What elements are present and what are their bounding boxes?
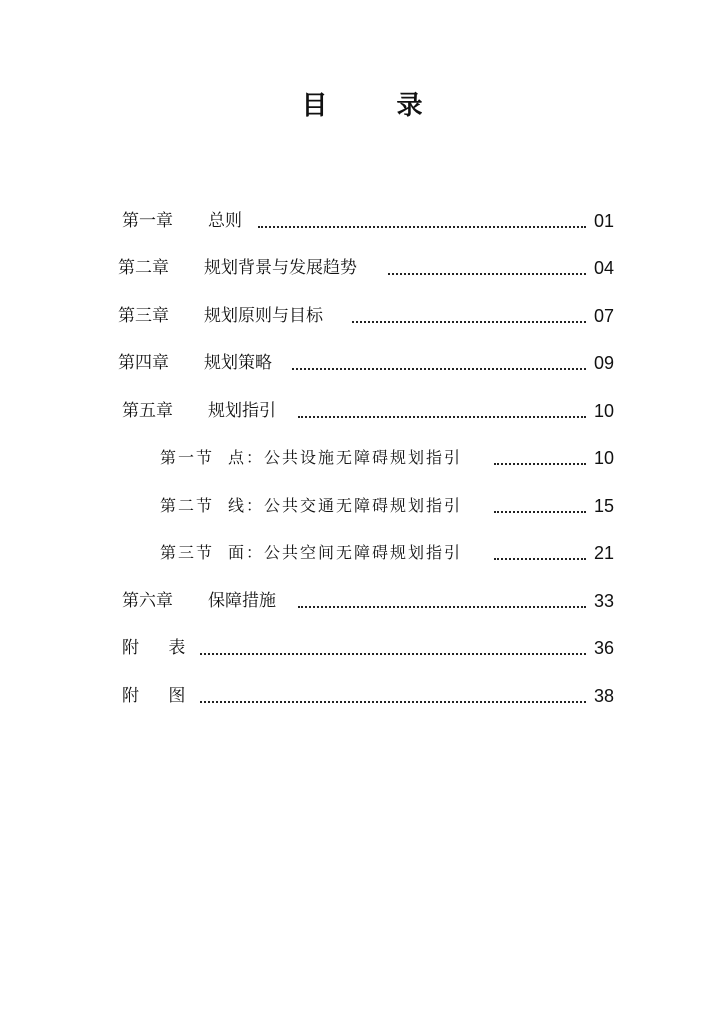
- toc-entry-title: 规划指引: [208, 401, 276, 421]
- toc-entry-label: 第一章: [122, 211, 173, 231]
- toc-entry-label: 附 表: [122, 638, 198, 658]
- toc-entry-chapter-2[interactable]: [0, 253, 724, 283]
- toc-entry-chapter-1[interactable]: [0, 206, 724, 236]
- toc-entry-label: 附 图: [122, 686, 198, 706]
- toc-entry-page: 36: [593, 638, 614, 658]
- toc-leader-dots: [200, 653, 586, 655]
- toc-leader-dots: [494, 511, 586, 513]
- toc-leader-dots: [352, 321, 586, 323]
- toc-entry-section-2[interactable]: [0, 491, 724, 521]
- toc-leader-dots: [494, 463, 586, 465]
- toc-leader-dots: [258, 226, 586, 228]
- toc-entry-label: 第二节: [160, 496, 215, 515]
- toc-entry-page: 33: [593, 591, 614, 611]
- toc-entry-page: 01: [593, 211, 614, 231]
- toc-entry-appendix-figures[interactable]: [0, 681, 724, 711]
- toc-entry-label: 第三节: [160, 543, 215, 562]
- toc-entry-title: 规划背景与发展趋势: [204, 258, 357, 278]
- toc-entry-title: 面：公共空间无障碍规划指引: [228, 543, 463, 562]
- toc-leader-dots: [388, 273, 586, 275]
- toc-entry-label: 第四章: [118, 353, 169, 373]
- toc-entry-label: 第二章: [118, 258, 169, 278]
- toc-entry-title: 点：公共设施无障碍规划指引: [228, 448, 463, 467]
- toc-entry-title: 线：公共交通无障碍规划指引: [228, 496, 463, 515]
- toc-entry-page: 10: [593, 448, 614, 468]
- toc-leader-dots: [494, 558, 586, 560]
- toc-entry-section-3[interactable]: [0, 538, 724, 568]
- toc-leader-dots: [292, 368, 586, 370]
- toc-entry-page: 15: [593, 496, 614, 516]
- toc-entry-chapter-6[interactable]: [0, 586, 724, 616]
- toc-entry-chapter-4[interactable]: [0, 348, 724, 378]
- toc-entry-label: 第一节: [160, 448, 215, 467]
- toc-leader-dots: [298, 416, 586, 418]
- toc-entry-label: 第六章: [122, 591, 173, 611]
- toc-entry-appendix-tables[interactable]: [0, 633, 724, 663]
- toc-entry-title: 规划策略: [204, 353, 272, 373]
- toc-entry-page: 09: [593, 353, 614, 373]
- toc-entry-chapter-5[interactable]: [0, 396, 724, 426]
- toc-entry-page: 38: [593, 686, 614, 706]
- toc-entry-section-1[interactable]: [0, 443, 724, 473]
- toc-entry-title: 总则: [208, 211, 242, 231]
- toc-leader-dots: [200, 701, 586, 703]
- page-title: 目 录: [301, 91, 453, 121]
- toc-entry-page: 21: [593, 543, 614, 563]
- toc-entry-title: 规划原则与目标: [204, 306, 323, 326]
- toc-entry-label: 第五章: [122, 401, 173, 421]
- toc-entry-chapter-3[interactable]: [0, 301, 724, 331]
- toc-entry-page: 04: [593, 258, 614, 278]
- toc-entry-title: 保障措施: [208, 591, 276, 611]
- toc-leader-dots: [298, 606, 586, 608]
- toc-entry-page: 07: [593, 306, 614, 326]
- toc-entry-label: 第三章: [118, 306, 169, 326]
- toc-entry-page: 10: [593, 401, 614, 421]
